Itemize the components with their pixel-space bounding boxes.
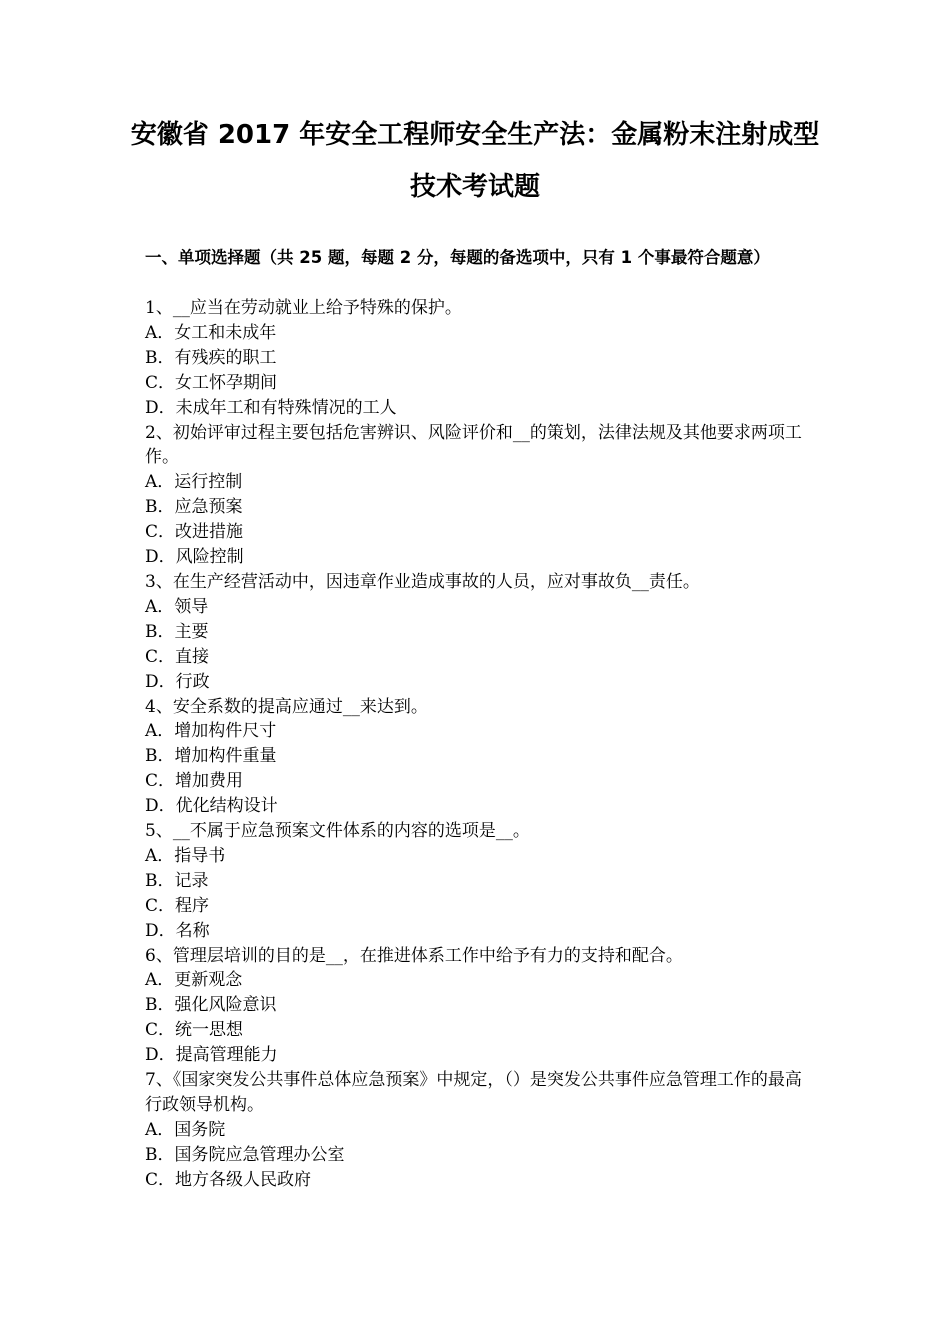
option-d: D．行政 [145, 671, 210, 692]
option-a: A．更新观念 [145, 970, 243, 991]
question-5 [145, 819, 815, 944]
option-b: B．记录 [145, 870, 209, 891]
option-c: C．增加费用 [145, 771, 244, 792]
question-2 [145, 421, 815, 570]
question-text: 5、__不属于应急预案文件体系的内容的选项是__。 [145, 821, 530, 842]
option-a: A．领导 [145, 596, 209, 617]
question-1 [145, 296, 815, 421]
option-c: C．改进措施 [145, 522, 244, 543]
option-c: C．女工怀孕期间 [145, 372, 278, 393]
option-d: D．未成年工和有特殊情况的工人 [145, 397, 397, 418]
question-text: 2、初始评审过程主要包括危害辨识、风险评价和__的策划，法律法规及其他要求两项工作。 [145, 422, 802, 468]
question-4 [145, 695, 815, 820]
question-list [145, 296, 815, 1193]
question-text: 3、在生产经营活动中，因违章作业造成事故的人员，应对事故负__责任。 [145, 571, 700, 592]
question-7 [145, 1068, 815, 1193]
option-a: A．女工和未成年 [145, 322, 277, 343]
option-c: C．统一思想 [145, 1020, 244, 1041]
option-b: B．增加构件重量 [145, 746, 277, 767]
option-b: B．应急预案 [145, 497, 243, 518]
section-heading: 一、单项选择题（共 25 题，每题 2 分，每题的备选项中，只有 1 个事最符合题意） [145, 248, 770, 267]
question-6 [145, 944, 815, 1069]
option-c: C．地方各级人民政府 [145, 1169, 312, 1190]
option-a: A．国务院 [145, 1119, 226, 1140]
option-a: A．增加构件尺寸 [145, 721, 277, 742]
option-a: A．运行控制 [145, 472, 243, 493]
option-d: D．提高管理能力 [145, 1045, 278, 1066]
option-b: B．强化风险意识 [145, 995, 277, 1016]
question-text: 7、《国家突发公共事件总体应急预案》中规定，（）是突发公共事件应急管理工作的最高行政领导机构。 [145, 1070, 802, 1115]
option-c: C．程序 [145, 895, 210, 916]
option-c: C．直接 [145, 646, 210, 667]
document-title-line-1: 安徽省 2017 年安全工程师安全生产法：金属粉末注射成型 [130, 120, 820, 150]
question-text: 4、安全系数的提高应通过__来达到。 [145, 696, 428, 717]
question-text: 6、管理层培训的目的是__，在推进体系工作中给予有力的支持和配合。 [145, 945, 683, 966]
option-d: D．名称 [145, 920, 210, 941]
option-b: B．国务院应急管理办公室 [145, 1144, 345, 1165]
question-text: 1、__应当在劳动就业上给予特殊的保护。 [145, 298, 462, 318]
option-b: B．有残疾的职工 [145, 347, 277, 368]
option-d: D．优化结构设计 [145, 796, 278, 817]
option-b: B．主要 [145, 621, 209, 642]
option-d: D．风险控制 [145, 547, 244, 568]
question-3 [145, 570, 815, 695]
option-a: A．指导书 [145, 845, 226, 866]
document-title-line-2: 技术考试题 [409, 172, 540, 202]
